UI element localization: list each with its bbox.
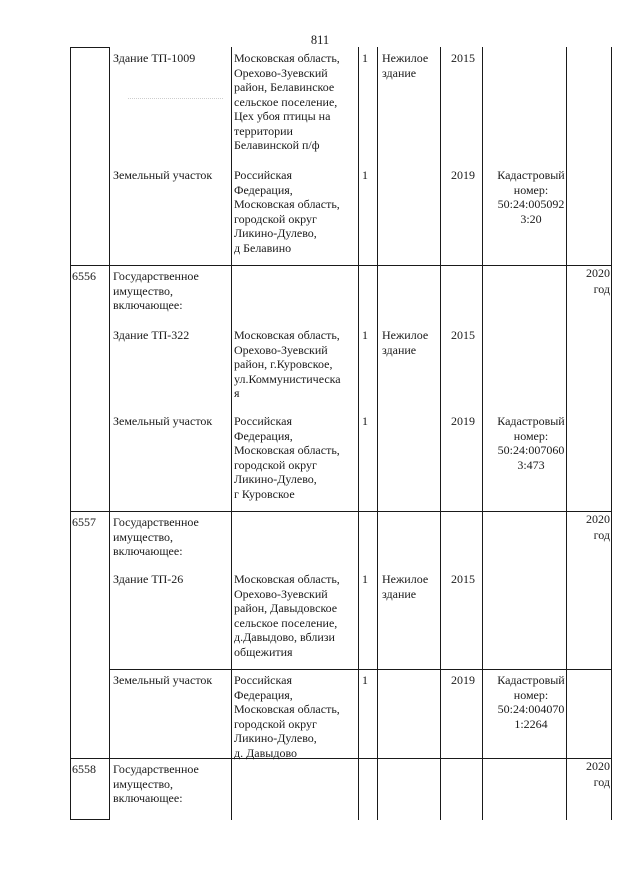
cadastral-note: Кадастровый номер: 50:24:005092 3:20 bbox=[497, 168, 565, 226]
table-rule bbox=[109, 47, 110, 820]
table-rule bbox=[70, 819, 109, 820]
object-name: Государственное имущество, включающее: bbox=[113, 515, 199, 558]
table-rule bbox=[358, 47, 359, 820]
cadastral-note: Кадастровый номер: 50:24:004070 1:2264 bbox=[497, 673, 565, 731]
table-rule bbox=[109, 669, 612, 670]
object-address: Российская Федерация, Московская область, городской округ Ликино-Дулево, д Белавино bbox=[234, 168, 340, 255]
scan-artifact bbox=[128, 98, 223, 104]
object-name: Здание ТП-322 bbox=[113, 328, 190, 342]
object-year: 2015 bbox=[451, 572, 475, 586]
object-type: Нежилое здание bbox=[382, 572, 429, 601]
object-year: 2015 bbox=[451, 51, 475, 65]
object-quantity: 1 bbox=[362, 673, 368, 687]
privatization-year: 2020 год bbox=[586, 512, 610, 542]
privatization-year: 2020 год bbox=[586, 266, 610, 296]
table-rule bbox=[70, 265, 612, 266]
object-address: Московская область, Орехово-Зуевский район, г.Куровское, ул.Коммунистическа я bbox=[234, 328, 341, 400]
object-year: 2019 bbox=[451, 168, 475, 182]
row-number: 6557 bbox=[72, 515, 96, 529]
table-rule bbox=[377, 47, 378, 820]
table-rule bbox=[611, 47, 612, 820]
object-name: Государственное имущество, включающее: bbox=[113, 269, 199, 312]
table-rule bbox=[70, 47, 71, 820]
cadastral-note: Кадастровый номер: 50:24:007060 3:473 bbox=[497, 414, 565, 472]
object-year: 2019 bbox=[451, 673, 475, 687]
object-name: Государственное имущество, включающее: bbox=[113, 762, 199, 805]
object-address: Российская Федерация, Московская область, городской округ Ликино-Дулево, г Куровское bbox=[234, 414, 340, 501]
object-quantity: 1 bbox=[362, 168, 368, 182]
privatization-year: 2020 год bbox=[586, 759, 610, 789]
object-name: Здание ТП-26 bbox=[113, 572, 184, 586]
object-year: 2019 bbox=[451, 414, 475, 428]
table-rule bbox=[231, 47, 232, 820]
table-rule bbox=[70, 47, 109, 48]
table-rule bbox=[440, 47, 441, 820]
object-quantity: 1 bbox=[362, 414, 368, 428]
page-number: 811 bbox=[310, 33, 330, 47]
table-rule bbox=[482, 47, 483, 820]
row-number: 6556 bbox=[72, 269, 96, 283]
object-type: Нежилое здание bbox=[382, 51, 429, 80]
object-name: Земельный участок bbox=[113, 414, 213, 428]
object-year: 2015 bbox=[451, 328, 475, 342]
object-quantity: 1 bbox=[362, 51, 368, 65]
object-name: Земельный участок bbox=[113, 673, 213, 687]
object-quantity: 1 bbox=[362, 328, 368, 342]
object-type: Нежилое здание bbox=[382, 328, 429, 357]
object-address: Московская область, Орехово-Зуевский район, Давыдовское сельское поселение, д.Давыдово, вблизи общежития bbox=[234, 572, 340, 659]
object-name: Земельный участок bbox=[113, 168, 213, 182]
object-address: Российская Федерация, Московская область, городской округ Ликино-Дулево, д. Давыдово bbox=[234, 673, 340, 760]
object-quantity: 1 bbox=[362, 572, 368, 586]
table-rule bbox=[70, 511, 612, 512]
object-address: Московская область, Орехово-Зуевский район, Белавинское сельское поселение, Цех убоя птицы на территории Белавинской п/ф bbox=[234, 51, 340, 152]
object-name: Здание ТП-1009 bbox=[113, 51, 196, 65]
row-number: 6558 bbox=[72, 762, 96, 776]
